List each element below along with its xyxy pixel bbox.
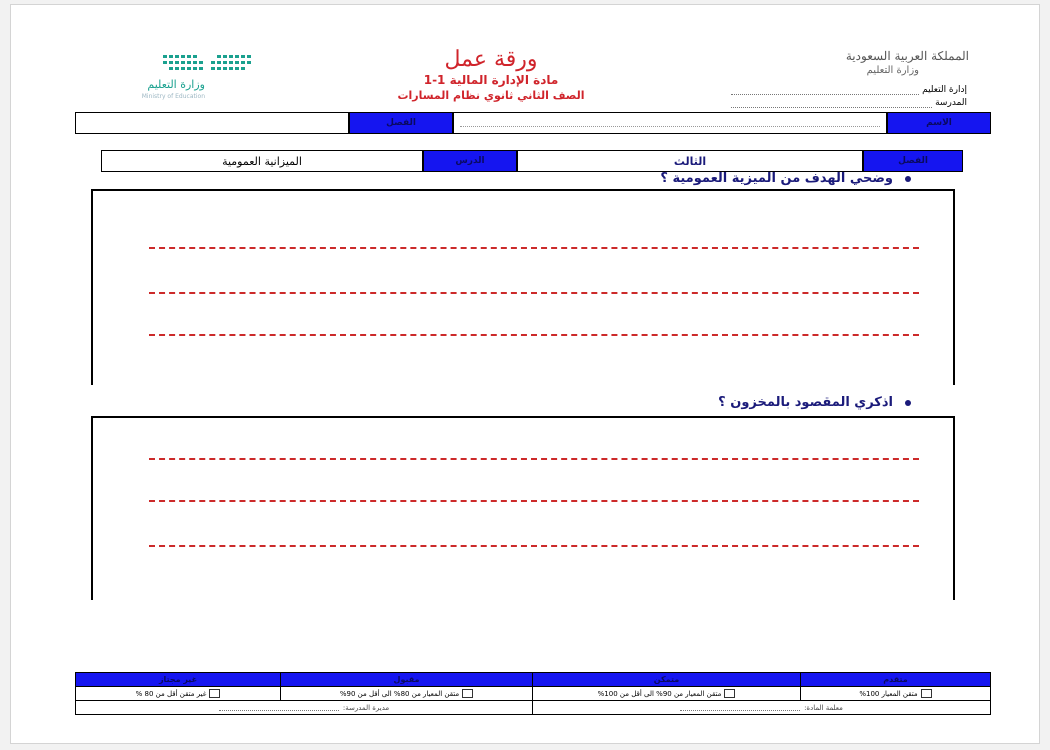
education-dept-field[interactable]: [731, 85, 967, 95]
answer-box-1[interactable]: [91, 189, 955, 385]
answer-box-2[interactable]: [91, 416, 955, 600]
school-label: المدرسة: [935, 98, 967, 108]
chapter-value: الثالث: [517, 150, 863, 172]
answer-line[interactable]: [149, 458, 919, 460]
school-blank[interactable]: [731, 99, 932, 108]
chapter-label: الفصل: [863, 150, 963, 172]
question-1-text: وضحي الهدف من الميزية العمومية ؟: [660, 171, 893, 186]
rubric-table: [75, 672, 991, 715]
school-field[interactable]: [731, 98, 967, 108]
question-2-text: اذكري المقصود بالمخزون ؟: [718, 395, 893, 410]
class-input[interactable]: [75, 112, 349, 134]
question-2: [471, 395, 911, 410]
rubric-header: مقبول: [280, 673, 532, 686]
teacher-label: معلمة المادة:: [804, 703, 843, 712]
worksheet-title: ورقة عمل: [444, 47, 538, 72]
teacher-signature[interactable]: [532, 701, 990, 714]
answer-line[interactable]: [149, 500, 919, 502]
question-1: [471, 171, 911, 186]
rubric-criterion[interactable]: [532, 687, 800, 700]
answer-line[interactable]: [149, 292, 919, 294]
rubric-criterion[interactable]: [76, 687, 280, 700]
checkbox[interactable]: [209, 689, 220, 698]
lesson-value: الميزانية العمومية: [101, 150, 423, 172]
answer-line[interactable]: [149, 545, 919, 547]
kingdom-name: المملكة العربية السعودية: [845, 49, 969, 63]
bullet-icon: [905, 176, 911, 182]
answer-line[interactable]: [149, 247, 919, 249]
checkbox[interactable]: [921, 689, 932, 698]
worksheet-subject: مادة الإدارة المالية 1-1: [423, 73, 559, 87]
checkbox[interactable]: [724, 689, 735, 698]
rubric-header-row: [76, 673, 990, 686]
name-label: الاسم: [887, 112, 991, 134]
rubric-sign-row: [76, 700, 990, 714]
criterion-text: متقن المعيار من 90% الى أقل من 100%: [597, 689, 722, 698]
rubric-criteria-row: [76, 686, 990, 700]
class-label: الفصل: [349, 112, 453, 134]
education-dept-blank[interactable]: [731, 86, 919, 95]
bullet-icon: [905, 400, 911, 406]
checkbox[interactable]: [462, 689, 473, 698]
rubric-header: متقدم: [800, 673, 990, 686]
criterion-text: متقن المعيار 100%: [859, 689, 918, 698]
criterion-text: متقن المعيار من 80% الى أقل من 90%: [339, 689, 460, 698]
education-dept-label: إدارة التعليم: [922, 85, 967, 95]
principal-signature[interactable]: [76, 701, 532, 714]
chapter-lesson-bar: [101, 150, 963, 172]
name-input[interactable]: [453, 112, 887, 134]
rubric-header: متمكن: [532, 673, 800, 686]
answer-line[interactable]: [149, 334, 919, 336]
criterion-text: غير متقن أقل من 80 %: [135, 689, 207, 698]
rubric-criterion[interactable]: [800, 687, 990, 700]
principal-label: مديرة المدرسة:: [342, 703, 390, 712]
ministry-name: وزارة التعليم: [147, 78, 205, 91]
worksheet-page: [10, 4, 1040, 744]
lesson-label: الدرس: [423, 150, 517, 172]
rubric-header: غير مجتاز: [76, 673, 280, 686]
rubric-criterion[interactable]: [280, 687, 532, 700]
ministry-name-ar: وزارة التعليم: [866, 65, 919, 76]
ministry-subtitle: Ministry of Education: [141, 93, 205, 100]
worksheet-grade: الصف الثاني ثانوي نظام المسارات: [397, 89, 585, 102]
name-class-bar: [75, 112, 991, 134]
